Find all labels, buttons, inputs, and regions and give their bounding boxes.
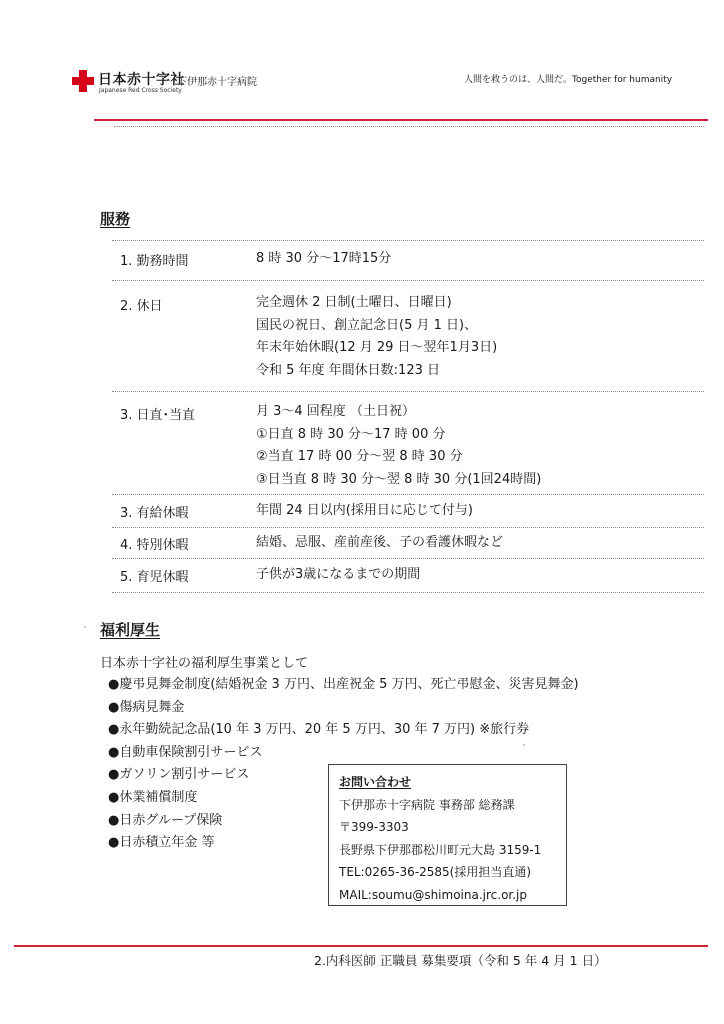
row-separator <box>112 592 704 593</box>
service-label-paid-leave: 3. 有給休暇 <box>120 506 189 521</box>
list-item: ●ガソリン割引サービス <box>108 767 250 783</box>
service-label-duty: 3. 日直･当直 <box>120 408 196 423</box>
row-separator <box>112 558 704 559</box>
red-cross-logo-icon <box>72 70 94 92</box>
row-separator <box>112 527 704 528</box>
hospital-name: 下伊那赤十字病院 <box>177 77 257 88</box>
row-separator <box>112 280 704 281</box>
scan-speck <box>84 626 86 628</box>
service-value-work-hours: 8 時 30 分～17時15分 <box>256 251 392 266</box>
slogan: 人間を救うのは、人間だ。Together for humanity <box>464 75 673 85</box>
service-label-special-leave: 4. 特別休暇 <box>120 538 189 553</box>
list-item: ●休業補償制度 <box>108 789 198 805</box>
row-separator <box>112 391 704 392</box>
contact-title: お問い合わせ <box>339 775 412 789</box>
service-section-title: 服務 <box>100 210 131 228</box>
row-separator <box>112 494 704 495</box>
header-divider <box>94 119 708 121</box>
contact-phone: TEL:0265-36-2585(採用担当直通) <box>339 865 532 879</box>
service-value-special-leave: 結婚、忌服、産前産後、子の看護休暇など <box>256 535 504 550</box>
footer-divider <box>14 945 708 947</box>
service-value-childcare-leave: 子供が3歳になるまでの期間 <box>256 567 421 582</box>
contact-address: 長野県下伊那郡松川町元大島 3159-1 <box>339 842 542 857</box>
welfare-intro: 日本赤十字社の福利厚生事業として <box>100 656 309 671</box>
service-label-holidays: 2. 休日 <box>120 299 163 314</box>
contact-box <box>328 764 567 906</box>
service-value-paid-leave: 年間 24 日以内(採用日に応じて付与) <box>256 503 473 518</box>
contact-postal-code: 〒399-3303 <box>339 820 409 834</box>
footer-caption: 2.内科医師 正職員 募集要項（令和 5 年 4 月 1 日） <box>314 953 607 968</box>
list-item: ●自動車保険割引サービス <box>108 744 263 760</box>
list-item: ●傷病見舞金 <box>108 699 185 715</box>
service-label-childcare-leave: 5. 育児休暇 <box>120 570 189 585</box>
list-item: ●永年勤続記念品(10 年 3 万円、20 年 5 万円、30 年 7 万円) ※旅行券 <box>108 722 530 738</box>
service-label-work-hours: 1. 勤務時間 <box>120 254 189 269</box>
org-name-english: Japanese Red Cross Society <box>99 87 182 94</box>
service-value-holidays: 完全週休 2 日制(土曜日、日曜日) 国民の祝日、創立記念日(5 月 1 日)、 年末年始休暇(12 月 29 日～翌年1月3日) 令和 5 年度 年間休日数:123 日 <box>256 295 498 378</box>
service-value-duty: 月 3～4 回程度 （土日祝） ①日直 8 時 30 分～17 時 00 分 ②当直 17 時 00 分～翌 8 時 30 分 ③日当直 8 時 30 分～翌 8 時 30 分(1回24時間) <box>256 404 542 487</box>
contact-email[interactable]: MAIL:soumu@shimoina.jrc.or.jp <box>339 887 528 902</box>
list-item: ●慶弔見舞金制度(結婚祝金 3 万円、出産祝金 5 万円、死亡弔慰金、災害見舞金) <box>108 677 579 692</box>
contact-department: 下伊那赤十字病院 事務部 総務課 <box>339 797 515 812</box>
scan-speck <box>523 744 525 746</box>
list-item: ●日赤積立年金 等 <box>108 835 215 851</box>
header-dotted-line <box>114 126 704 127</box>
list-item: ●日赤グループ保険 <box>108 812 223 828</box>
row-separator <box>112 240 704 241</box>
welfare-section-title: 福利厚生 <box>100 621 161 639</box>
org-name: 日本赤十字社 <box>98 72 185 88</box>
